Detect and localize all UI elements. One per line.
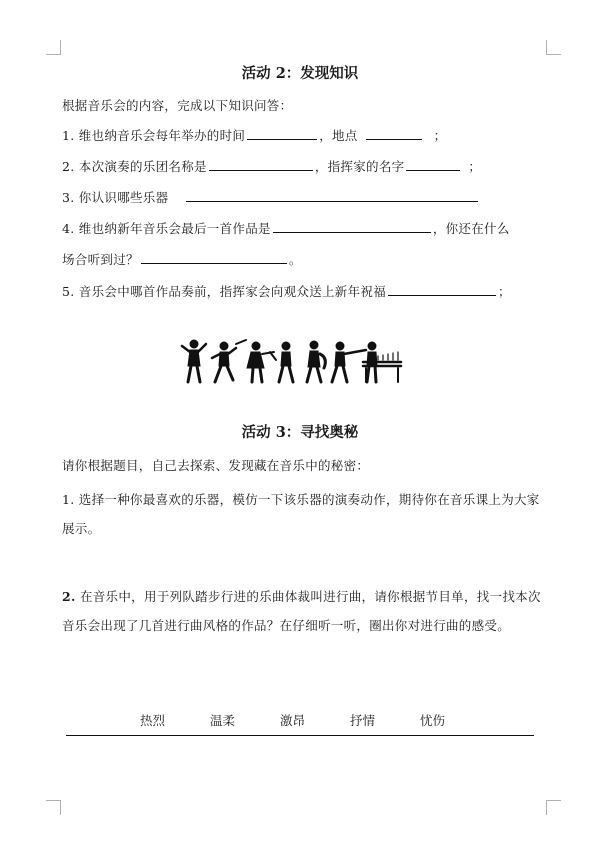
activity3-item-2: 2. 在音乐中，用于列队踏步行进的乐曲体裁叫进行曲，请你根据节目单，找一找本次音乐会出现了几首进行曲风格的作品？在仔细听一听，圈出你对进行曲的感受。 <box>62 589 541 633</box>
answer-blank-4a[interactable] <box>273 219 431 233</box>
mood-option[interactable]: 忧伤 <box>420 713 446 728</box>
mood-option[interactable]: 热烈 <box>140 713 166 728</box>
answer-blank-1a[interactable] <box>247 126 317 140</box>
crop-mark-top-right <box>546 40 561 55</box>
musicians-silhouette-icon <box>180 338 405 384</box>
answer-blank-3[interactable] <box>186 188 478 202</box>
mood-option[interactable]: 激昂 <box>280 713 306 728</box>
answer-rule-line <box>66 735 534 736</box>
mood-option[interactable]: 抒情 <box>350 713 376 728</box>
answer-blank-1b[interactable] <box>366 126 422 140</box>
activity3-title: 活动 3：寻找奥秘 <box>241 424 359 441</box>
answer-blank-4b[interactable] <box>141 250 287 264</box>
question-2: 2. 本次演奏的乐团名称是 ，指挥家的名字 ； <box>62 159 482 174</box>
question-4: 4. 维也纳新年音乐会最后一首作品是 ，你还在什么 <box>62 221 510 236</box>
question-3: 3. 你认识哪些乐器 <box>62 188 480 206</box>
crop-mark-bottom-right <box>546 800 561 815</box>
crop-mark-top-left <box>46 40 61 55</box>
activity3-intro: 请你根据题目，自己去探索、发现藏在音乐中的秘密： <box>62 458 370 473</box>
mood-option[interactable]: 温柔 <box>210 713 236 728</box>
activity2-intro: 根据音乐会的内容，完成以下知识问答： <box>62 98 293 113</box>
crop-mark-bottom-left <box>46 800 61 815</box>
answer-blank-2a[interactable] <box>209 157 313 171</box>
activity2-title: 活动 2：发现知识 <box>241 65 359 82</box>
activity3-item-1: 1. 选择一种你最喜欢的乐器，模仿一下该乐器的演奏动作，期待你在音乐课上为大家展示。 <box>62 492 540 536</box>
answer-blank-5[interactable] <box>388 282 496 296</box>
question-4-cont: 场合听到过？ 。 <box>62 252 302 267</box>
question-1: 1. 维也纳音乐会每年举办的时间 ，地点 ； <box>62 128 447 143</box>
question-5: 5. 音乐会中哪首作品奏前，指挥家会向观众送上新年祝福 ； <box>62 284 511 299</box>
answer-blank-2b[interactable] <box>406 157 460 171</box>
